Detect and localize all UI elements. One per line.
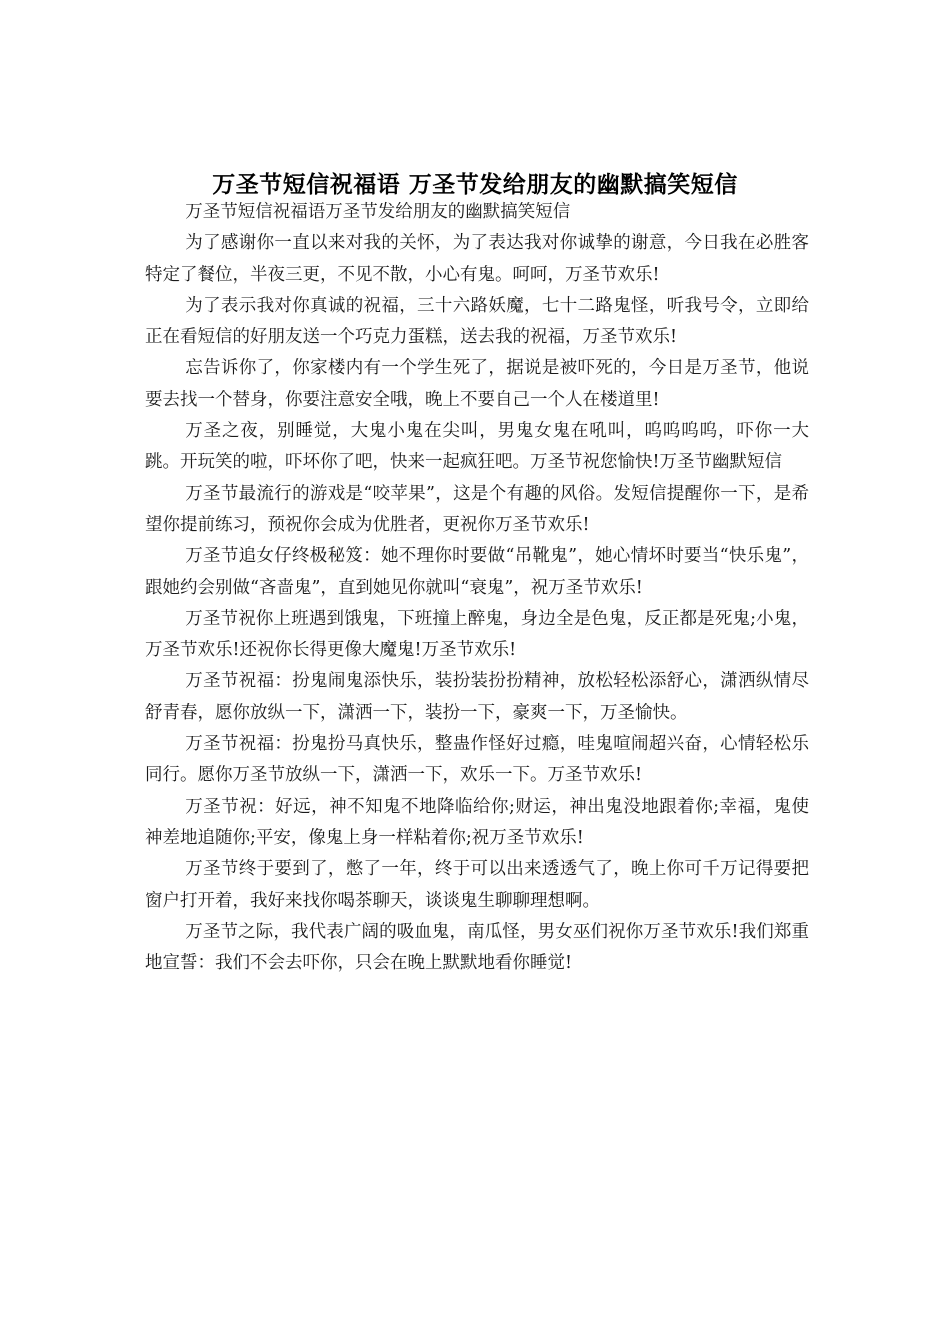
paragraph: 万圣节祝福：扮鬼扮马真快乐，整蛊作怪好过瘾，哇鬼喧闹超兴奋，心情轻松乐同行。愿你万圣节放纵一下，潇洒一下，欢乐一下。万圣节欢乐! xyxy=(145,734,809,786)
paragraph: 万圣节最流行的游戏是“咬苹果”，这是个有趣的风俗。发短信提醒你一下，是希望你提前练习，预祝你会成为优胜者，更祝你万圣节欢乐! xyxy=(145,483,809,535)
document-title: 万圣节短信祝福语 万圣节发给朋友的幽默搞笑短信 xyxy=(212,171,738,199)
paragraph: 万圣节之际，我代表广阔的吸血鬼，南瓜怪，男女巫们祝你万圣节欢乐!我们郑重地宣誓：我们不会去吓你，只会在晚上默默地看你睡觉! xyxy=(145,921,809,974)
document-body xyxy=(145,197,809,979)
paragraph: 万圣节祝：好远，神不知鬼不地降临给你;财运，神出鬼没地跟着你;幸福，鬼使神差地追随你;平安，像鬼上身一样粘着你;祝万圣节欢乐! xyxy=(145,796,809,848)
paragraph: 为了感谢你一直以来对我的关怀，为了表达我对你诚挚的谢意，今日我在必胜客特定了餐位，半夜三更，不见不散，小心有鬼。呵呵，万圣节欢乐! xyxy=(145,233,809,285)
paragraph: 忘告诉你了，你家楼内有一个学生死了，据说是被吓死的，今日是万圣节，他说要去找一个替身，你要注意安全哦，晚上不要自己一个人在楼道里! xyxy=(145,358,809,410)
paragraph: 为了表示我对你真诚的祝福，三十六路妖魔，七十二路鬼怪，听我号令，立即给正在看短信的好朋友送一个巧克力蛋糕，送去我的祝福，万圣节欢乐! xyxy=(145,295,809,348)
paragraph: 万圣节短信祝福语万圣节发给朋友的幽默搞笑短信 xyxy=(185,202,571,222)
paragraph: 万圣节祝你上班遇到饿鬼，下班撞上醉鬼，身边全是色鬼，反正都是死鬼;小鬼，万圣节欢乐!还祝你长得更像大魔鬼!万圣节欢乐! xyxy=(145,608,809,661)
paragraph: 万圣节终于要到了，憋了一年，终于可以出来透透气了，晚上你可千万记得要把窗户打开着，我好来找你喝茶聊天，谈谈鬼生聊聊理想啊。 xyxy=(145,859,809,911)
paragraph: 万圣节祝福：扮鬼闹鬼添快乐，装扮装扮扮精神，放松轻松添舒心，潇洒纵情尽舒青春，愿你放纵一下，潇洒一下，装扮一下，豪爽一下，万圣愉快。 xyxy=(145,671,809,723)
paragraph: 万圣节追女仔终极秘笈：她不理你时要做“吊靴鬼”，她心情坏时要当“快乐鬼”，跟她约会别做“吝啬鬼”，直到她见你就叫“衰鬼”，祝万圣节欢乐! xyxy=(145,546,809,598)
paragraph: 万圣之夜，别睡觉，大鬼小鬼在尖叫，男鬼女鬼在吼叫，呜呜呜呜，吓你一大跳。开玩笑的啦，吓坏你了吧，快来一起疯狂吧。万圣节祝您愉快!万圣节幽默短信 xyxy=(145,421,809,473)
